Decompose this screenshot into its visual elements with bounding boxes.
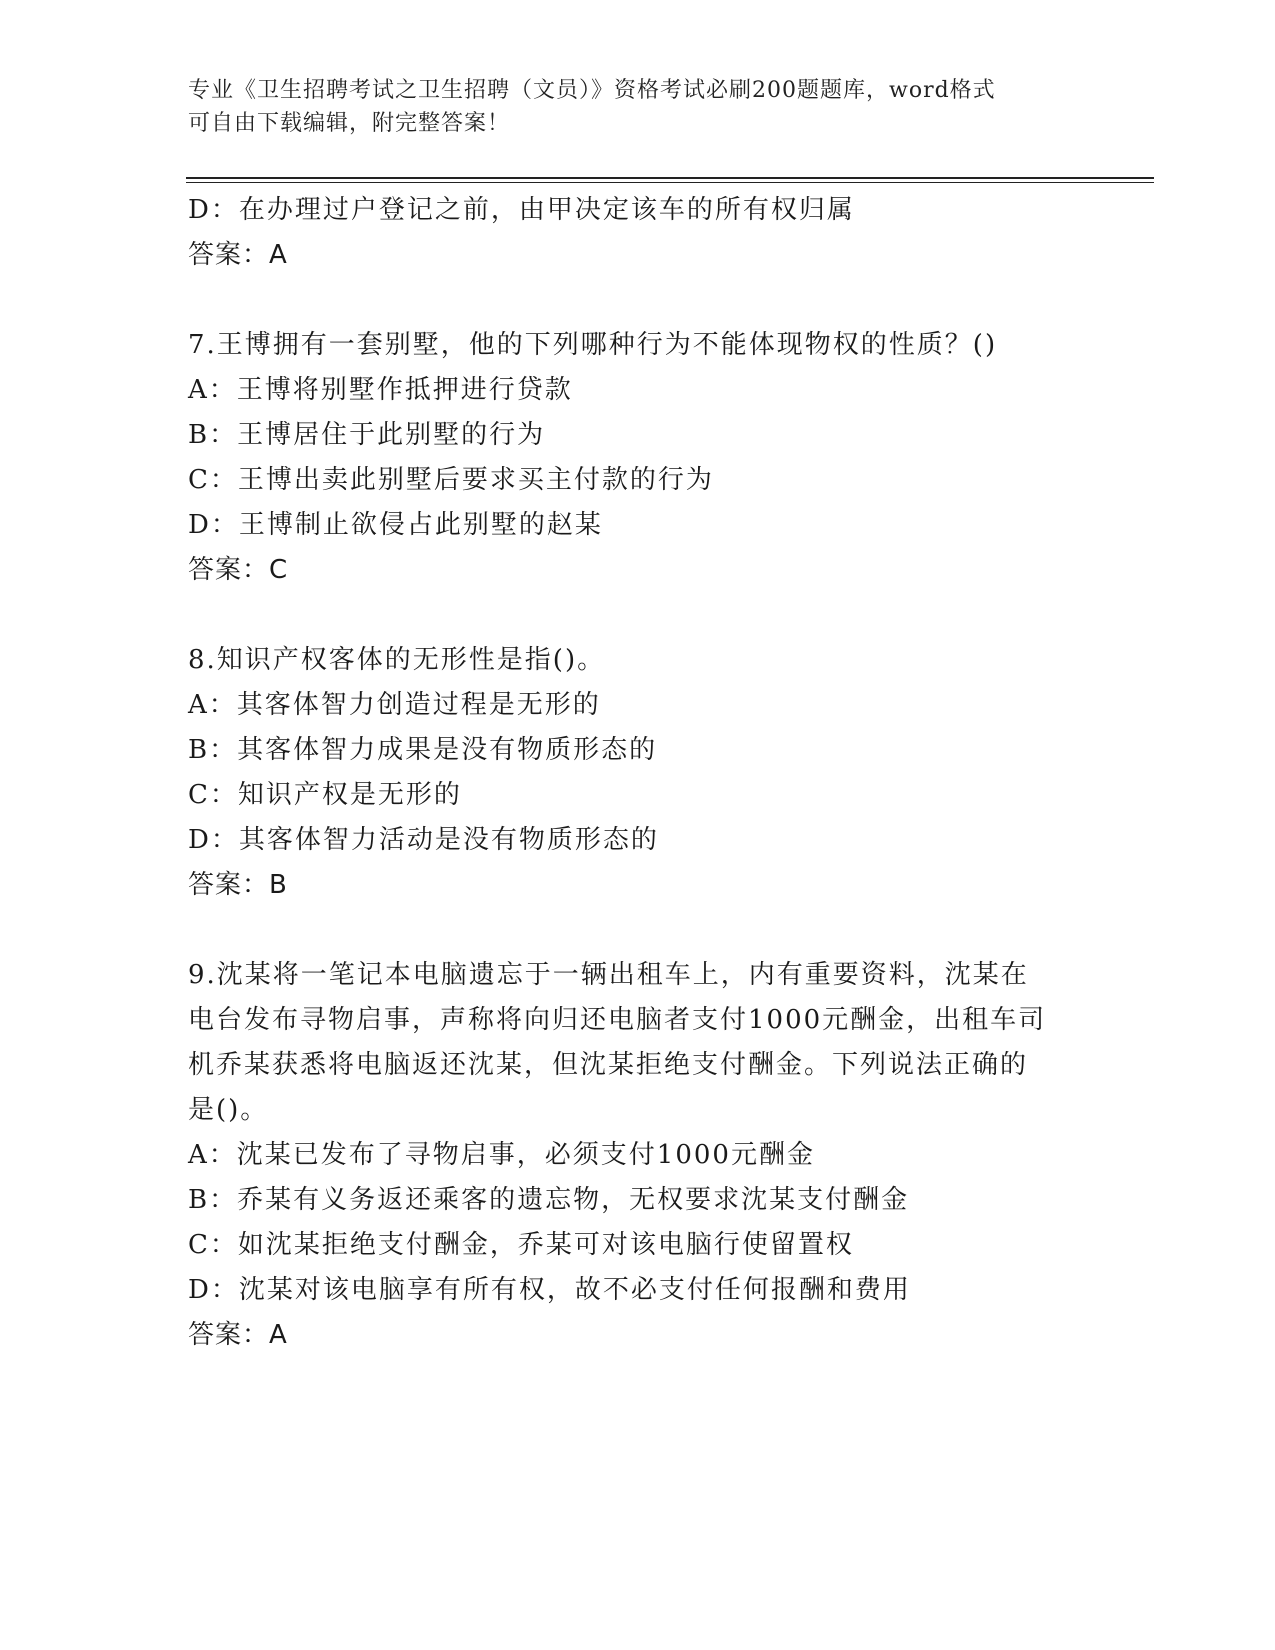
header-divider-thin [186, 182, 1154, 183]
spacer [188, 593, 1088, 638]
question-6-tail [188, 188, 1088, 278]
q6-option-d: D：在办理过户登记之前，由甲决定该车的所有权归属 [188, 195, 855, 225]
q6-answer: 答案：A [188, 240, 288, 270]
q8-option-c: C：知识产权是无形的 [188, 780, 462, 810]
q8-option-a: A：其客体智力创造过程是无形的 [188, 690, 601, 720]
q9-stem-line-4: 是()。 [188, 1095, 269, 1125]
question-8 [188, 638, 1088, 908]
question-9 [188, 953, 1088, 1358]
header-divider-thick [186, 177, 1154, 179]
q9-stem-line-3: 机乔某获悉将电脑返还沈某，但沈某拒绝支付酬金。下列说法正确的 [188, 1050, 1029, 1080]
q9-option-d: D：沈某对该电脑享有所有权，故不必支付任何报酬和费用 [188, 1275, 911, 1305]
spacer [188, 278, 1088, 323]
q7-stem: 7.王博拥有一套别墅，他的下列哪种行为不能体现物权的性质？() [188, 330, 998, 360]
q8-stem: 8.知识产权客体的无形性是指()。 [188, 645, 606, 675]
q9-option-a: A：沈某已发布了寻物启事，必须支付1000元酬金 [188, 1140, 815, 1170]
q7-option-b: B：王博居住于此别墅的行为 [188, 420, 546, 450]
header-title-line-2: 可自由下载编辑，附完整答案！ [188, 111, 511, 136]
q7-option-a: A：王博将别墅作抵押进行贷款 [188, 375, 573, 405]
q7-option-c: C：王博出卖此别墅后要求买主付款的行为 [188, 465, 714, 495]
q9-option-b: B：乔某有义务返还乘客的遗忘物，无权要求沈某支付酬金 [188, 1185, 910, 1215]
q9-option-c: C：如沈某拒绝支付酬金，乔某可对该电脑行使留置权 [188, 1230, 854, 1260]
q7-answer: 答案：C [188, 555, 289, 585]
spacer [188, 908, 1088, 953]
q9-stem-line-1: 9.沈某将一笔记本电脑遗忘于一辆出租车上，内有重要资料，沈某在 [188, 960, 1029, 990]
q8-answer: 答案：B [188, 870, 288, 900]
q8-option-d: D：其客体智力活动是没有物质形态的 [188, 825, 659, 855]
header-title-line-1: 专业《卫生招聘考试之卫生招聘（文员）》资格考试必刷200题题库，word格式 [188, 78, 996, 103]
page-header [188, 74, 1068, 140]
question-content [188, 188, 1088, 1358]
q7-option-d: D：王博制止欲侵占此别墅的赵某 [188, 510, 603, 540]
question-7 [188, 323, 1088, 593]
q8-option-b: B：其客体智力成果是没有物质形态的 [188, 735, 658, 765]
q9-stem-line-2: 电台发布寻物启事，声称将向归还电脑者支付1000元酬金，出租车司 [188, 1005, 1047, 1035]
q9-answer: 答案：A [188, 1320, 288, 1350]
